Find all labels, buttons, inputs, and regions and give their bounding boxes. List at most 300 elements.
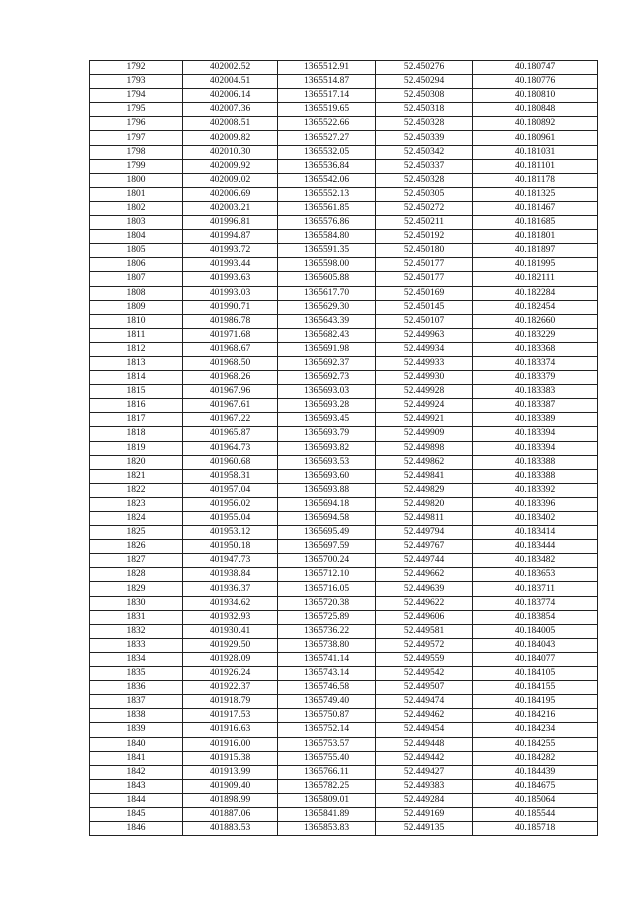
x-coordinate-cell: 401993.63 (183, 272, 278, 286)
latitude-cell: 52.449622 (376, 596, 473, 610)
table-row (90, 371, 598, 385)
y-coordinate-cell: 1365693.03 (278, 385, 376, 399)
x-coordinate-cell: 401956.02 (183, 497, 278, 511)
point-number-cell: 1841 (90, 751, 183, 765)
x-coordinate-cell: 402004.51 (183, 75, 278, 89)
longitude-cell: 40.184439 (473, 765, 598, 779)
y-coordinate-cell: 1365692.73 (278, 371, 376, 385)
y-coordinate-cell: 1365752.14 (278, 723, 376, 737)
y-coordinate-cell: 1365693.88 (278, 483, 376, 497)
table-row (90, 258, 598, 272)
table-row (90, 737, 598, 751)
table-row (90, 667, 598, 681)
x-coordinate-cell: 401967.22 (183, 413, 278, 427)
x-coordinate-cell: 401993.72 (183, 244, 278, 258)
y-coordinate-cell: 1365561.85 (278, 201, 376, 215)
y-coordinate-cell: 1365536.84 (278, 159, 376, 173)
x-coordinate-cell: 401938.84 (183, 568, 278, 582)
longitude-cell: 40.181031 (473, 145, 598, 159)
y-coordinate-cell: 1365591.35 (278, 244, 376, 258)
longitude-cell: 40.183392 (473, 483, 598, 497)
x-coordinate-cell: 401928.09 (183, 652, 278, 666)
x-coordinate-cell: 401883.53 (183, 822, 278, 836)
x-coordinate-cell: 401953.12 (183, 526, 278, 540)
point-number-cell: 1813 (90, 356, 183, 370)
point-number-cell: 1820 (90, 455, 183, 469)
x-coordinate-cell: 401930.41 (183, 624, 278, 638)
table-row (90, 652, 598, 666)
longitude-cell: 40.181897 (473, 244, 598, 258)
point-number-cell: 1831 (90, 610, 183, 624)
y-coordinate-cell: 1365695.49 (278, 526, 376, 540)
y-coordinate-cell: 1365716.05 (278, 582, 376, 596)
x-coordinate-cell: 401968.26 (183, 371, 278, 385)
table-row (90, 681, 598, 695)
latitude-cell: 52.450328 (376, 117, 473, 131)
table-row (90, 596, 598, 610)
longitude-cell: 40.183653 (473, 568, 598, 582)
coordinates-table-body (90, 61, 598, 836)
latitude-cell: 52.449744 (376, 554, 473, 568)
y-coordinate-cell: 1365532.05 (278, 145, 376, 159)
point-number-cell: 1794 (90, 89, 183, 103)
y-coordinate-cell: 1365782.25 (278, 779, 376, 793)
point-number-cell: 1838 (90, 709, 183, 723)
point-number-cell: 1825 (90, 526, 183, 540)
longitude-cell: 40.180810 (473, 89, 598, 103)
y-coordinate-cell: 1365605.88 (278, 272, 376, 286)
x-coordinate-cell: 402002.52 (183, 61, 278, 75)
latitude-cell: 52.449442 (376, 751, 473, 765)
point-number-cell: 1844 (90, 793, 183, 807)
table-row (90, 497, 598, 511)
longitude-cell: 40.182111 (473, 272, 598, 286)
point-number-cell: 1812 (90, 342, 183, 356)
y-coordinate-cell: 1365736.22 (278, 624, 376, 638)
y-coordinate-cell: 1365693.82 (278, 441, 376, 455)
latitude-cell: 52.450192 (376, 230, 473, 244)
x-coordinate-cell: 401947.73 (183, 554, 278, 568)
point-number-cell: 1808 (90, 286, 183, 300)
table-row (90, 455, 598, 469)
table-row (90, 173, 598, 187)
x-coordinate-cell: 401955.04 (183, 512, 278, 526)
x-coordinate-cell: 401986.78 (183, 314, 278, 328)
point-number-cell: 1804 (90, 230, 183, 244)
x-coordinate-cell: 401965.87 (183, 427, 278, 441)
table-row (90, 793, 598, 807)
x-coordinate-cell: 401887.06 (183, 807, 278, 821)
y-coordinate-cell: 1365512.91 (278, 61, 376, 75)
table-row (90, 131, 598, 145)
latitude-cell: 52.449454 (376, 723, 473, 737)
latitude-cell: 52.449820 (376, 497, 473, 511)
latitude-cell: 52.450305 (376, 187, 473, 201)
x-coordinate-cell: 401968.50 (183, 356, 278, 370)
table-row (90, 61, 598, 75)
longitude-cell: 40.185718 (473, 822, 598, 836)
longitude-cell: 40.183414 (473, 526, 598, 540)
point-number-cell: 1846 (90, 822, 183, 836)
y-coordinate-cell: 1365694.18 (278, 497, 376, 511)
point-number-cell: 1832 (90, 624, 183, 638)
longitude-cell: 40.180747 (473, 61, 598, 75)
table-row (90, 328, 598, 342)
y-coordinate-cell: 1365712.10 (278, 568, 376, 582)
x-coordinate-cell: 402009.92 (183, 159, 278, 173)
latitude-cell: 52.449963 (376, 328, 473, 342)
y-coordinate-cell: 1365584.80 (278, 230, 376, 244)
point-number-cell: 1816 (90, 399, 183, 413)
y-coordinate-cell: 1365643.39 (278, 314, 376, 328)
point-number-cell: 1837 (90, 695, 183, 709)
table-row (90, 822, 598, 836)
latitude-cell: 52.450177 (376, 258, 473, 272)
y-coordinate-cell: 1365746.58 (278, 681, 376, 695)
y-coordinate-cell: 1365809.01 (278, 793, 376, 807)
x-coordinate-cell: 402010.30 (183, 145, 278, 159)
x-coordinate-cell: 401960.68 (183, 455, 278, 469)
longitude-cell: 40.183444 (473, 540, 598, 554)
point-number-cell: 1842 (90, 765, 183, 779)
table-row (90, 385, 598, 399)
table-row (90, 103, 598, 117)
x-coordinate-cell: 401922.37 (183, 681, 278, 695)
latitude-cell: 52.450177 (376, 272, 473, 286)
x-coordinate-cell: 401936.37 (183, 582, 278, 596)
longitude-cell: 40.183854 (473, 610, 598, 624)
point-number-cell: 1799 (90, 159, 183, 173)
table-row (90, 89, 598, 103)
point-number-cell: 1826 (90, 540, 183, 554)
latitude-cell: 52.449909 (376, 427, 473, 441)
x-coordinate-cell: 402007.36 (183, 103, 278, 117)
longitude-cell: 40.183229 (473, 328, 598, 342)
longitude-cell: 40.180961 (473, 131, 598, 145)
longitude-cell: 40.183374 (473, 356, 598, 370)
point-number-cell: 1821 (90, 469, 183, 483)
table-row (90, 145, 598, 159)
x-coordinate-cell: 401990.71 (183, 300, 278, 314)
latitude-cell: 52.449930 (376, 371, 473, 385)
latitude-cell: 52.449462 (376, 709, 473, 723)
longitude-cell: 40.181467 (473, 201, 598, 215)
latitude-cell: 52.449448 (376, 737, 473, 751)
y-coordinate-cell: 1365853.83 (278, 822, 376, 836)
x-coordinate-cell: 401967.96 (183, 385, 278, 399)
longitude-cell: 40.183394 (473, 441, 598, 455)
y-coordinate-cell: 1365542.06 (278, 173, 376, 187)
x-coordinate-cell: 402006.69 (183, 187, 278, 201)
table-row (90, 568, 598, 582)
point-number-cell: 1834 (90, 652, 183, 666)
y-coordinate-cell: 1365692.37 (278, 356, 376, 370)
latitude-cell: 52.449662 (376, 568, 473, 582)
latitude-cell: 52.449898 (376, 441, 473, 455)
point-number-cell: 1829 (90, 582, 183, 596)
latitude-cell: 52.449794 (376, 526, 473, 540)
longitude-cell: 40.183711 (473, 582, 598, 596)
latitude-cell: 52.449135 (376, 822, 473, 836)
point-number-cell: 1810 (90, 314, 183, 328)
longitude-cell: 40.184195 (473, 695, 598, 709)
y-coordinate-cell: 1365598.00 (278, 258, 376, 272)
point-number-cell: 1845 (90, 807, 183, 821)
point-number-cell: 1815 (90, 385, 183, 399)
latitude-cell: 52.449284 (376, 793, 473, 807)
x-coordinate-cell: 401971.68 (183, 328, 278, 342)
point-number-cell: 1800 (90, 173, 183, 187)
table-row (90, 526, 598, 540)
point-number-cell: 1801 (90, 187, 183, 201)
point-number-cell: 1807 (90, 272, 183, 286)
latitude-cell: 52.449841 (376, 469, 473, 483)
table-row (90, 356, 598, 370)
longitude-cell: 40.184155 (473, 681, 598, 695)
point-number-cell: 1795 (90, 103, 183, 117)
point-number-cell: 1796 (90, 117, 183, 131)
longitude-cell: 40.184005 (473, 624, 598, 638)
longitude-cell: 40.184234 (473, 723, 598, 737)
point-number-cell: 1809 (90, 300, 183, 314)
longitude-cell: 40.181801 (473, 230, 598, 244)
latitude-cell: 52.450328 (376, 173, 473, 187)
point-number-cell: 1817 (90, 413, 183, 427)
latitude-cell: 52.449169 (376, 807, 473, 821)
latitude-cell: 52.450318 (376, 103, 473, 117)
x-coordinate-cell: 401993.03 (183, 286, 278, 300)
latitude-cell: 52.450342 (376, 145, 473, 159)
point-number-cell: 1827 (90, 554, 183, 568)
y-coordinate-cell: 1365693.28 (278, 399, 376, 413)
latitude-cell: 52.449767 (376, 540, 473, 554)
latitude-cell: 52.449572 (376, 638, 473, 652)
x-coordinate-cell: 401967.61 (183, 399, 278, 413)
table-row (90, 779, 598, 793)
table-row (90, 314, 598, 328)
latitude-cell: 52.449542 (376, 667, 473, 681)
latitude-cell: 52.450169 (376, 286, 473, 300)
latitude-cell: 52.449934 (376, 342, 473, 356)
longitude-cell: 40.183387 (473, 399, 598, 413)
y-coordinate-cell: 1365694.58 (278, 512, 376, 526)
longitude-cell: 40.181995 (473, 258, 598, 272)
point-number-cell: 1798 (90, 145, 183, 159)
latitude-cell: 52.450337 (376, 159, 473, 173)
y-coordinate-cell: 1365750.87 (278, 709, 376, 723)
table-row (90, 610, 598, 624)
point-number-cell: 1824 (90, 512, 183, 526)
y-coordinate-cell: 1365552.13 (278, 187, 376, 201)
point-number-cell: 1803 (90, 216, 183, 230)
table-row (90, 554, 598, 568)
point-number-cell: 1797 (90, 131, 183, 145)
latitude-cell: 52.450145 (376, 300, 473, 314)
y-coordinate-cell: 1365766.11 (278, 765, 376, 779)
longitude-cell: 40.184216 (473, 709, 598, 723)
latitude-cell: 52.449639 (376, 582, 473, 596)
longitude-cell: 40.183388 (473, 469, 598, 483)
longitude-cell: 40.181685 (473, 216, 598, 230)
x-coordinate-cell: 401929.50 (183, 638, 278, 652)
table-row (90, 399, 598, 413)
y-coordinate-cell: 1365617.70 (278, 286, 376, 300)
latitude-cell: 52.449474 (376, 695, 473, 709)
table-row (90, 413, 598, 427)
table-row (90, 807, 598, 821)
latitude-cell: 52.450308 (376, 89, 473, 103)
x-coordinate-cell: 402003.21 (183, 201, 278, 215)
x-coordinate-cell: 401932.93 (183, 610, 278, 624)
latitude-cell: 52.450339 (376, 131, 473, 145)
longitude-cell: 40.181101 (473, 159, 598, 173)
table-row (90, 441, 598, 455)
x-coordinate-cell: 402009.82 (183, 131, 278, 145)
y-coordinate-cell: 1365517.14 (278, 89, 376, 103)
y-coordinate-cell: 1365741.14 (278, 652, 376, 666)
latitude-cell: 52.449862 (376, 455, 473, 469)
x-coordinate-cell: 401996.81 (183, 216, 278, 230)
y-coordinate-cell: 1365693.45 (278, 413, 376, 427)
point-number-cell: 1828 (90, 568, 183, 582)
table-row (90, 286, 598, 300)
latitude-cell: 52.450276 (376, 61, 473, 75)
table-row (90, 638, 598, 652)
x-coordinate-cell: 402008.51 (183, 117, 278, 131)
longitude-cell: 40.180848 (473, 103, 598, 117)
table-row (90, 272, 598, 286)
x-coordinate-cell: 401964.73 (183, 441, 278, 455)
longitude-cell: 40.184675 (473, 779, 598, 793)
longitude-cell: 40.180892 (473, 117, 598, 131)
x-coordinate-cell: 401957.04 (183, 483, 278, 497)
y-coordinate-cell: 1365749.40 (278, 695, 376, 709)
point-number-cell: 1836 (90, 681, 183, 695)
y-coordinate-cell: 1365527.27 (278, 131, 376, 145)
table-row (90, 244, 598, 258)
x-coordinate-cell: 401915.38 (183, 751, 278, 765)
longitude-cell: 40.183379 (473, 371, 598, 385)
y-coordinate-cell: 1365738.80 (278, 638, 376, 652)
x-coordinate-cell: 401993.44 (183, 258, 278, 272)
table-row (90, 751, 598, 765)
longitude-cell: 40.182284 (473, 286, 598, 300)
latitude-cell: 52.450211 (376, 216, 473, 230)
table-row (90, 187, 598, 201)
longitude-cell: 40.183774 (473, 596, 598, 610)
table-row (90, 230, 598, 244)
table-row (90, 695, 598, 709)
table-row (90, 582, 598, 596)
y-coordinate-cell: 1365693.79 (278, 427, 376, 441)
point-number-cell: 1818 (90, 427, 183, 441)
longitude-cell: 40.182454 (473, 300, 598, 314)
point-number-cell: 1823 (90, 497, 183, 511)
longitude-cell: 40.180776 (473, 75, 598, 89)
longitude-cell: 40.182660 (473, 314, 598, 328)
point-number-cell: 1830 (90, 596, 183, 610)
y-coordinate-cell: 1365697.59 (278, 540, 376, 554)
point-number-cell: 1793 (90, 75, 183, 89)
x-coordinate-cell: 401913.99 (183, 765, 278, 779)
x-coordinate-cell: 402006.14 (183, 89, 278, 103)
longitude-cell: 40.183389 (473, 413, 598, 427)
longitude-cell: 40.181325 (473, 187, 598, 201)
table-row (90, 159, 598, 173)
latitude-cell: 52.449427 (376, 765, 473, 779)
longitude-cell: 40.183402 (473, 512, 598, 526)
point-number-cell: 1805 (90, 244, 183, 258)
table-row (90, 624, 598, 638)
point-number-cell: 1840 (90, 737, 183, 751)
table-row (90, 765, 598, 779)
longitude-cell: 40.183482 (473, 554, 598, 568)
y-coordinate-cell: 1365693.60 (278, 469, 376, 483)
x-coordinate-cell: 401926.24 (183, 667, 278, 681)
y-coordinate-cell: 1365743.14 (278, 667, 376, 681)
table-row (90, 427, 598, 441)
latitude-cell: 52.450180 (376, 244, 473, 258)
y-coordinate-cell: 1365700.24 (278, 554, 376, 568)
longitude-cell: 40.181178 (473, 173, 598, 187)
x-coordinate-cell: 401918.79 (183, 695, 278, 709)
longitude-cell: 40.183368 (473, 342, 598, 356)
table-row (90, 723, 598, 737)
point-number-cell: 1819 (90, 441, 183, 455)
x-coordinate-cell: 401909.40 (183, 779, 278, 793)
y-coordinate-cell: 1365576.86 (278, 216, 376, 230)
x-coordinate-cell: 401917.53 (183, 709, 278, 723)
longitude-cell: 40.183383 (473, 385, 598, 399)
x-coordinate-cell: 401934.62 (183, 596, 278, 610)
x-coordinate-cell: 401898.99 (183, 793, 278, 807)
y-coordinate-cell: 1365755.40 (278, 751, 376, 765)
table-row (90, 483, 598, 497)
point-number-cell: 1843 (90, 779, 183, 793)
latitude-cell: 52.449928 (376, 385, 473, 399)
longitude-cell: 40.184255 (473, 737, 598, 751)
table-row (90, 201, 598, 215)
y-coordinate-cell: 1365682.43 (278, 328, 376, 342)
x-coordinate-cell: 401958.31 (183, 469, 278, 483)
latitude-cell: 52.449924 (376, 399, 473, 413)
point-number-cell: 1833 (90, 638, 183, 652)
y-coordinate-cell: 1365522.66 (278, 117, 376, 131)
y-coordinate-cell: 1365514.87 (278, 75, 376, 89)
y-coordinate-cell: 1365519.65 (278, 103, 376, 117)
x-coordinate-cell: 402009.02 (183, 173, 278, 187)
latitude-cell: 52.449606 (376, 610, 473, 624)
x-coordinate-cell: 401968.67 (183, 342, 278, 356)
table-row (90, 216, 598, 230)
coordinates-table (89, 60, 598, 836)
y-coordinate-cell: 1365753.57 (278, 737, 376, 751)
point-number-cell: 1802 (90, 201, 183, 215)
table-row (90, 709, 598, 723)
x-coordinate-cell: 401916.00 (183, 737, 278, 751)
latitude-cell: 52.449383 (376, 779, 473, 793)
x-coordinate-cell: 401950.18 (183, 540, 278, 554)
latitude-cell: 52.449507 (376, 681, 473, 695)
longitude-cell: 40.183388 (473, 455, 598, 469)
longitude-cell: 40.183396 (473, 497, 598, 511)
longitude-cell: 40.185544 (473, 807, 598, 821)
longitude-cell: 40.184077 (473, 652, 598, 666)
latitude-cell: 52.450272 (376, 201, 473, 215)
longitude-cell: 40.184282 (473, 751, 598, 765)
y-coordinate-cell: 1365629.30 (278, 300, 376, 314)
table-row (90, 469, 598, 483)
